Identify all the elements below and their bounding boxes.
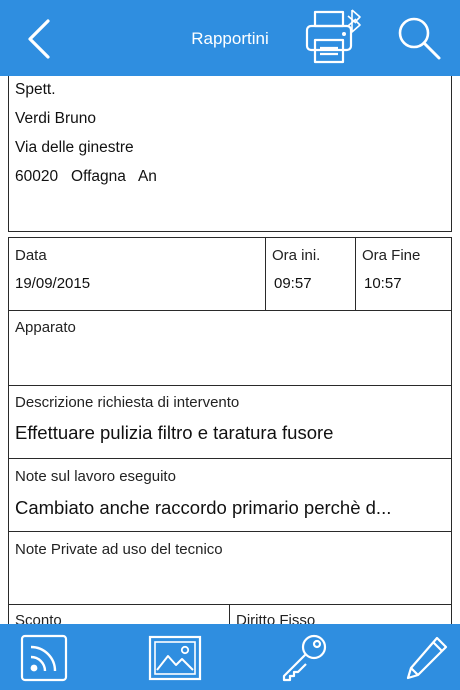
request-description-label: Descrizione richiesta di intervento bbox=[15, 394, 240, 411]
pencil-icon[interactable] bbox=[404, 634, 452, 682]
page-title: Rapportini bbox=[191, 29, 269, 48]
salutation: Spett. bbox=[15, 81, 56, 98]
request-description-field[interactable] bbox=[8, 385, 452, 459]
customer-address-box[interactable] bbox=[8, 76, 452, 232]
device-field[interactable] bbox=[8, 310, 452, 386]
date-label: Data bbox=[15, 247, 47, 264]
start-time-field[interactable] bbox=[265, 237, 356, 311]
bluetooth-printer-icon[interactable] bbox=[304, 6, 366, 66]
fixed-fee-label: Diritto Fisso bbox=[236, 612, 316, 624]
customer-city: 60020 Offagna An bbox=[15, 168, 157, 185]
customer-street: Via delle ginestre bbox=[15, 139, 134, 156]
work-notes-label: Note sul lavoro eseguito bbox=[15, 468, 176, 485]
key-icon[interactable] bbox=[278, 634, 330, 682]
work-notes-value: Cambiato anche raccordo primario perchè d... bbox=[15, 497, 392, 518]
discount-label: Sconto bbox=[15, 612, 62, 624]
top-navigation-bar bbox=[0, 0, 460, 76]
rss-feed-icon[interactable] bbox=[20, 634, 70, 682]
date-value: 19/09/2015 bbox=[15, 275, 91, 292]
report-form bbox=[0, 76, 460, 624]
discount-field[interactable] bbox=[8, 604, 230, 624]
end-time-label: Ora Fine bbox=[362, 247, 421, 264]
image-gallery-icon[interactable] bbox=[148, 634, 202, 682]
fixed-fee-field[interactable] bbox=[229, 604, 452, 624]
work-notes-field[interactable] bbox=[8, 458, 452, 532]
search-icon[interactable] bbox=[396, 15, 442, 61]
device-label: Apparato bbox=[15, 319, 76, 336]
end-time-value: 10:57 bbox=[364, 275, 402, 292]
bottom-toolbar bbox=[0, 624, 460, 690]
start-time-label: Ora ini. bbox=[272, 247, 321, 264]
private-notes-label: Note Private ad uso del tecnico bbox=[15, 541, 223, 558]
customer-name: Verdi Bruno bbox=[15, 110, 96, 127]
start-time-value: 09:57 bbox=[274, 275, 312, 292]
date-field[interactable] bbox=[8, 237, 266, 311]
request-description-value: Effettuare pulizia filtro e taratura fusore bbox=[15, 422, 334, 443]
private-notes-field[interactable] bbox=[8, 531, 452, 605]
end-time-field[interactable] bbox=[355, 237, 452, 311]
